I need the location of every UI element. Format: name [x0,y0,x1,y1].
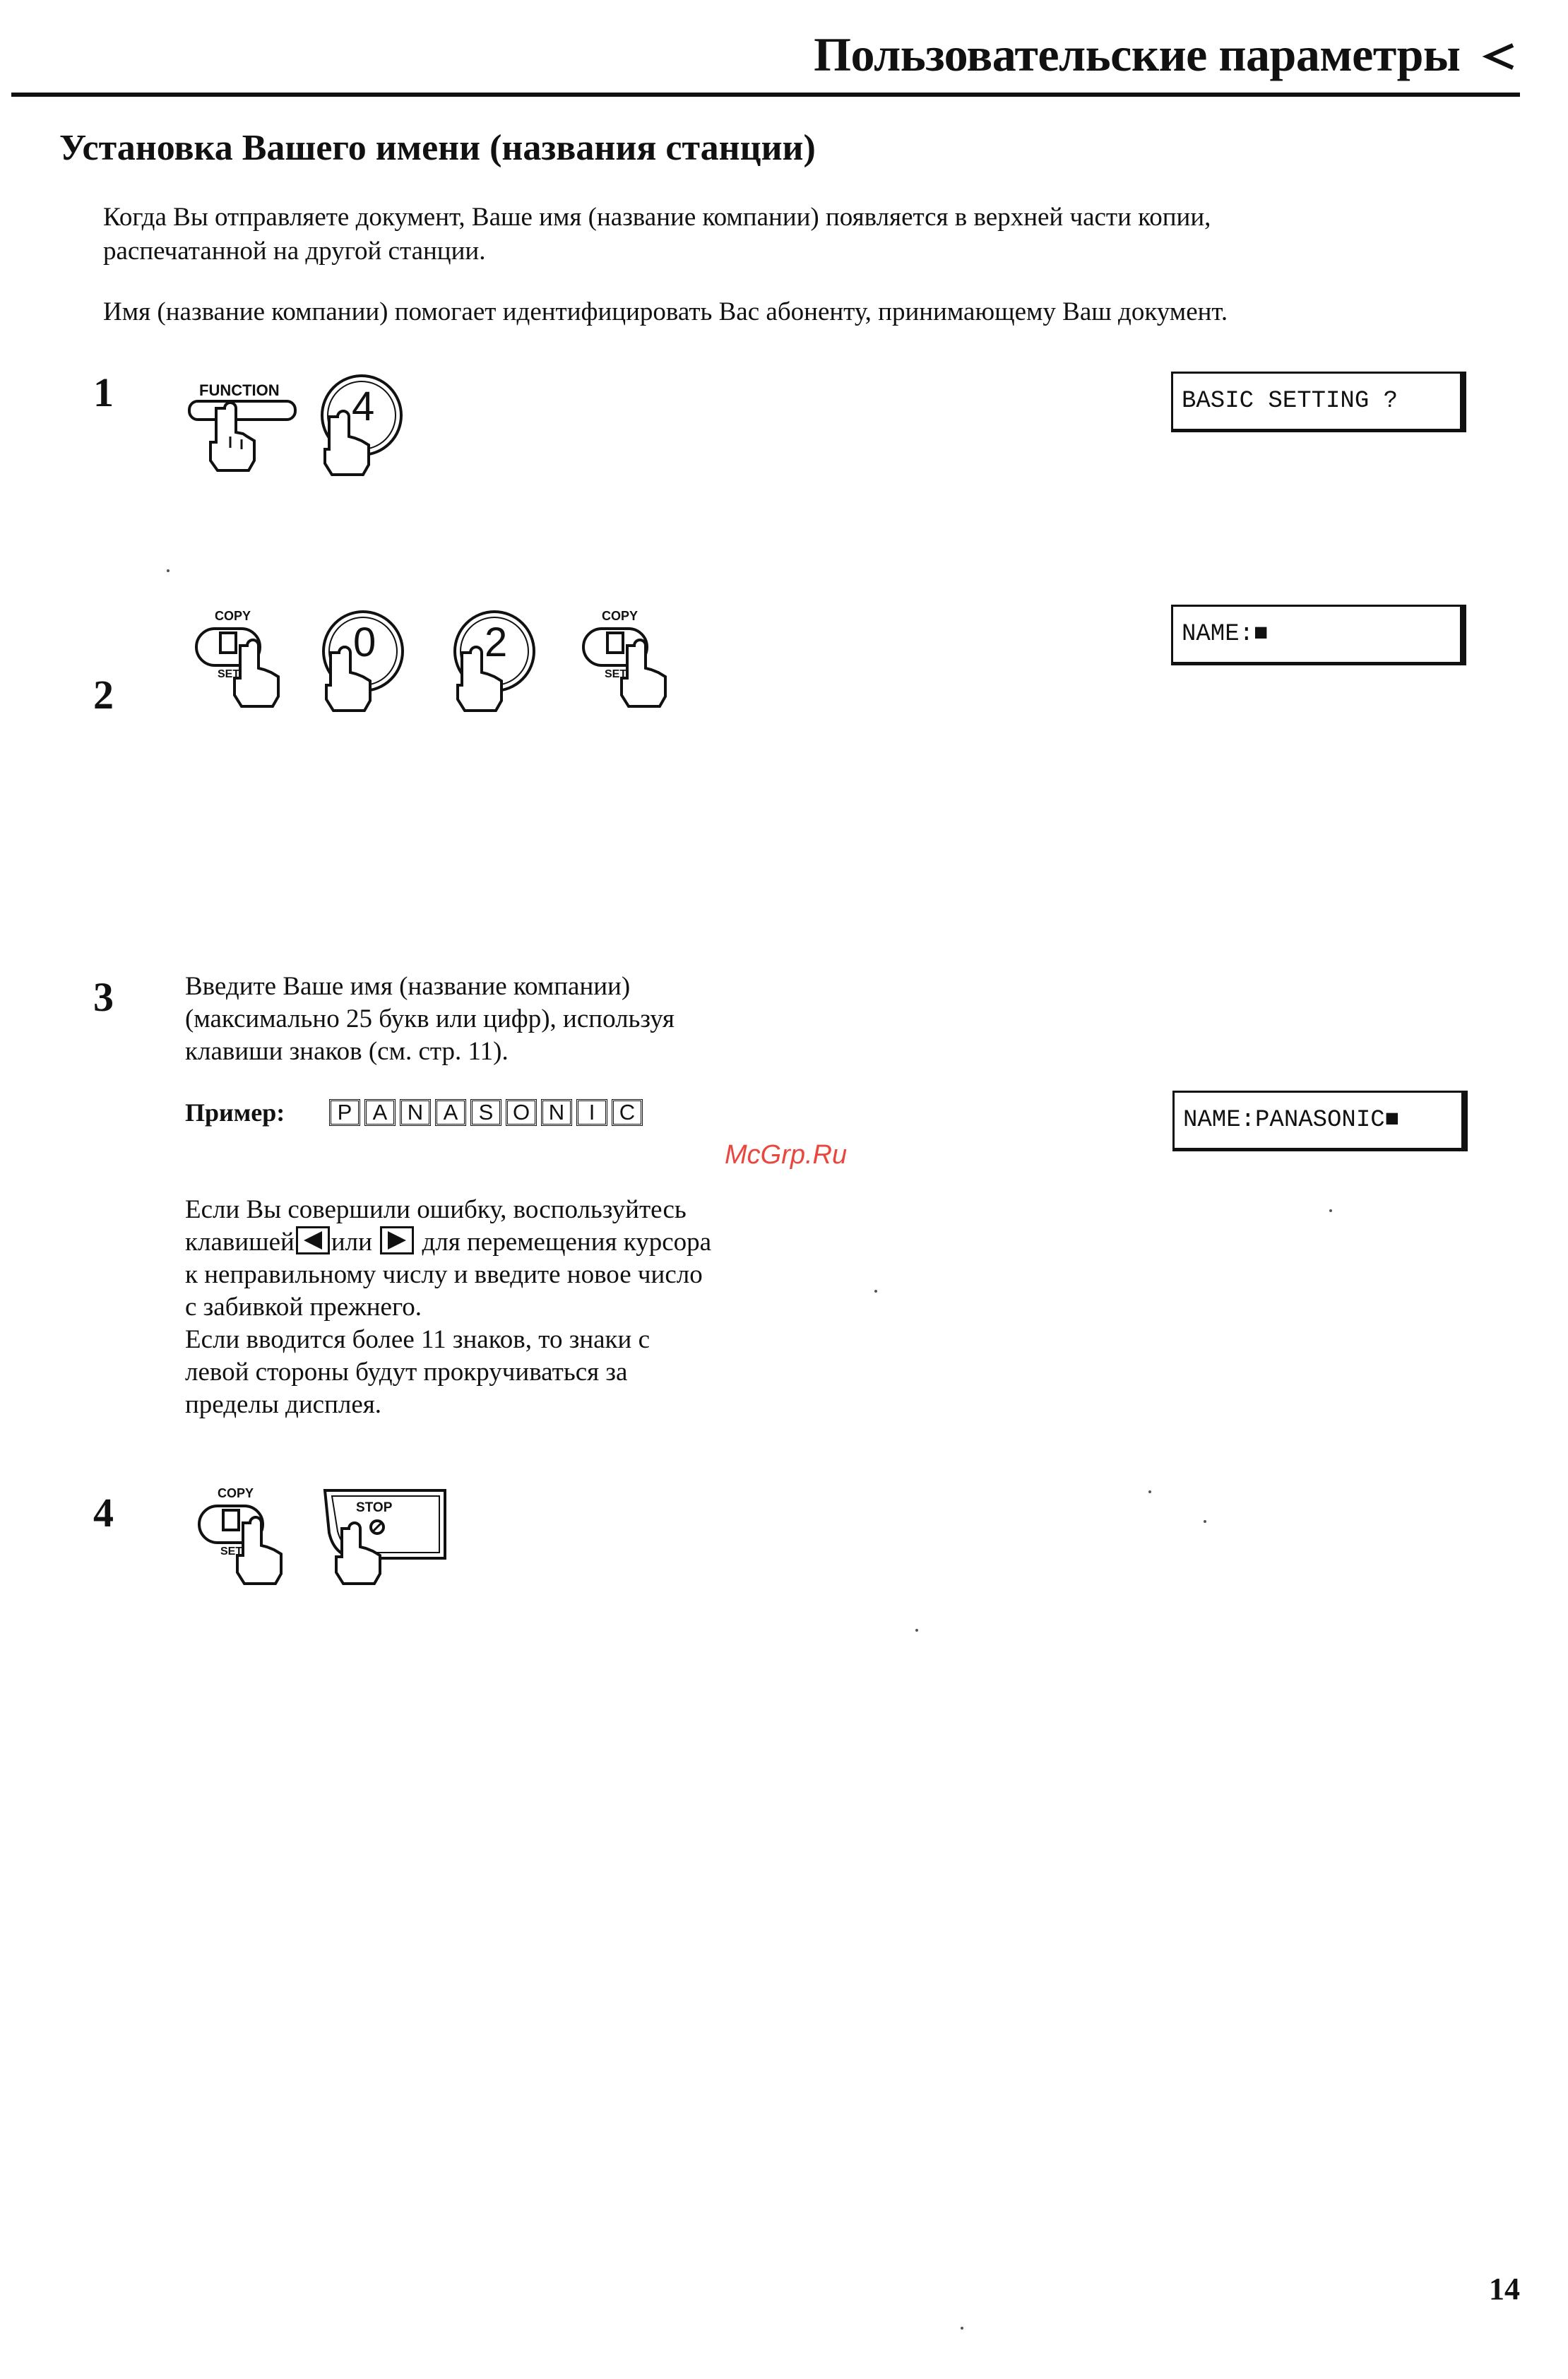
help-line: с забивкой прежнего. [185,1293,422,1322]
page-header [814,27,1517,83]
keycap: I [576,1099,607,1126]
help-line: Если вводится более 11 знаков, то знаки с [185,1325,650,1354]
digit-0-key [319,609,411,718]
watermark: McGrp.Ru [725,1140,848,1170]
right-arrow-key-icon [380,1226,414,1254]
lcd-display: BASIC SETTING ? [1171,372,1466,432]
copy-set-key [191,609,297,718]
scan-speck [1148,1490,1151,1493]
instruction-line: Введите Ваше имя (название компании) [185,972,631,1001]
section-title: Установка Вашего имени (названия станции) [59,128,816,168]
scan-speck [874,1290,877,1293]
help-line-arrows [185,1226,711,1259]
left-arrow-key-icon [296,1226,330,1254]
page-number: 14 [1489,2272,1520,2306]
step-number: 1 [93,369,114,415]
stop-key [316,1483,451,1593]
example-keycaps [329,1099,643,1126]
keycap: O [506,1099,537,1126]
copy-label: COPY [215,609,251,623]
keycap: A [364,1099,396,1126]
help-line: пределы дисплея. [185,1390,382,1419]
copy-set-key [578,609,684,718]
set-label: SET [220,1546,243,1558]
step-number: 4 [93,1490,114,1536]
digit-2-key [451,609,542,718]
function-key [185,377,305,480]
copy-set-key [194,1486,299,1596]
error-help-text [185,1194,711,1421]
pointer-left-icon [1482,38,1517,73]
intro-paragraph-2: Имя (название компании) помогает идентифицировать Вас абоненту, принимающему Ваш документ. [103,297,1228,326]
scan-speck [1329,1209,1332,1212]
scan-speck [167,569,170,572]
intro-line: распечатанной на другой станции. [103,237,486,266]
lcd-display: NAME:PANASONIC■ [1172,1091,1468,1151]
help-line: левой стороны будут прокручиваться за [185,1358,628,1387]
help-line: Если Вы совершили ошибку, воспользуйтесь [185,1195,687,1224]
instruction-line: (максимально 25 букв или цифр), используя [185,1004,675,1033]
digit-4-key [318,373,410,482]
step-number: 2 [93,672,114,718]
help-fragment: для перемещения курсора [422,1228,712,1257]
lcd-display: NAME:■ [1171,605,1466,665]
copy-label: COPY [218,1486,254,1500]
example-label: Пример: [185,1098,285,1127]
keycap: N [541,1099,572,1126]
copy-label: COPY [602,609,639,623]
header-title: Пользовательские параметры [814,28,1461,81]
instruction-line: клавиши знаков (см. стр. 11). [185,1037,509,1066]
step-3-instructions [185,971,675,1068]
digit-4-label: 4 [352,384,375,429]
function-key-label: FUNCTION [199,381,280,399]
help-fragment: клавишей [185,1228,295,1257]
keycap: N [400,1099,431,1126]
stop-label: STOP [356,1500,393,1515]
intro-line: Когда Вы отправляете документ, Ваше имя (название компании) появляется в верхней части копии, [103,203,1211,232]
scan-speck [1204,1520,1206,1523]
keycap: P [329,1099,360,1126]
keycap: S [470,1099,501,1126]
digit-0-label: 0 [353,619,376,665]
set-label: SET [605,668,627,680]
help-line: к неправильному числу и введите новое число [185,1260,703,1289]
step-number: 3 [93,974,114,1020]
help-fragment: или [331,1228,372,1257]
header-rule [11,93,1520,97]
keycap: A [435,1099,466,1126]
scan-speck [961,2327,963,2330]
keycap: C [612,1099,643,1126]
set-label: SET [218,668,240,680]
digit-2-label: 2 [485,619,508,665]
intro-paragraph-1 [103,201,1473,268]
scan-speck [915,1629,918,1632]
